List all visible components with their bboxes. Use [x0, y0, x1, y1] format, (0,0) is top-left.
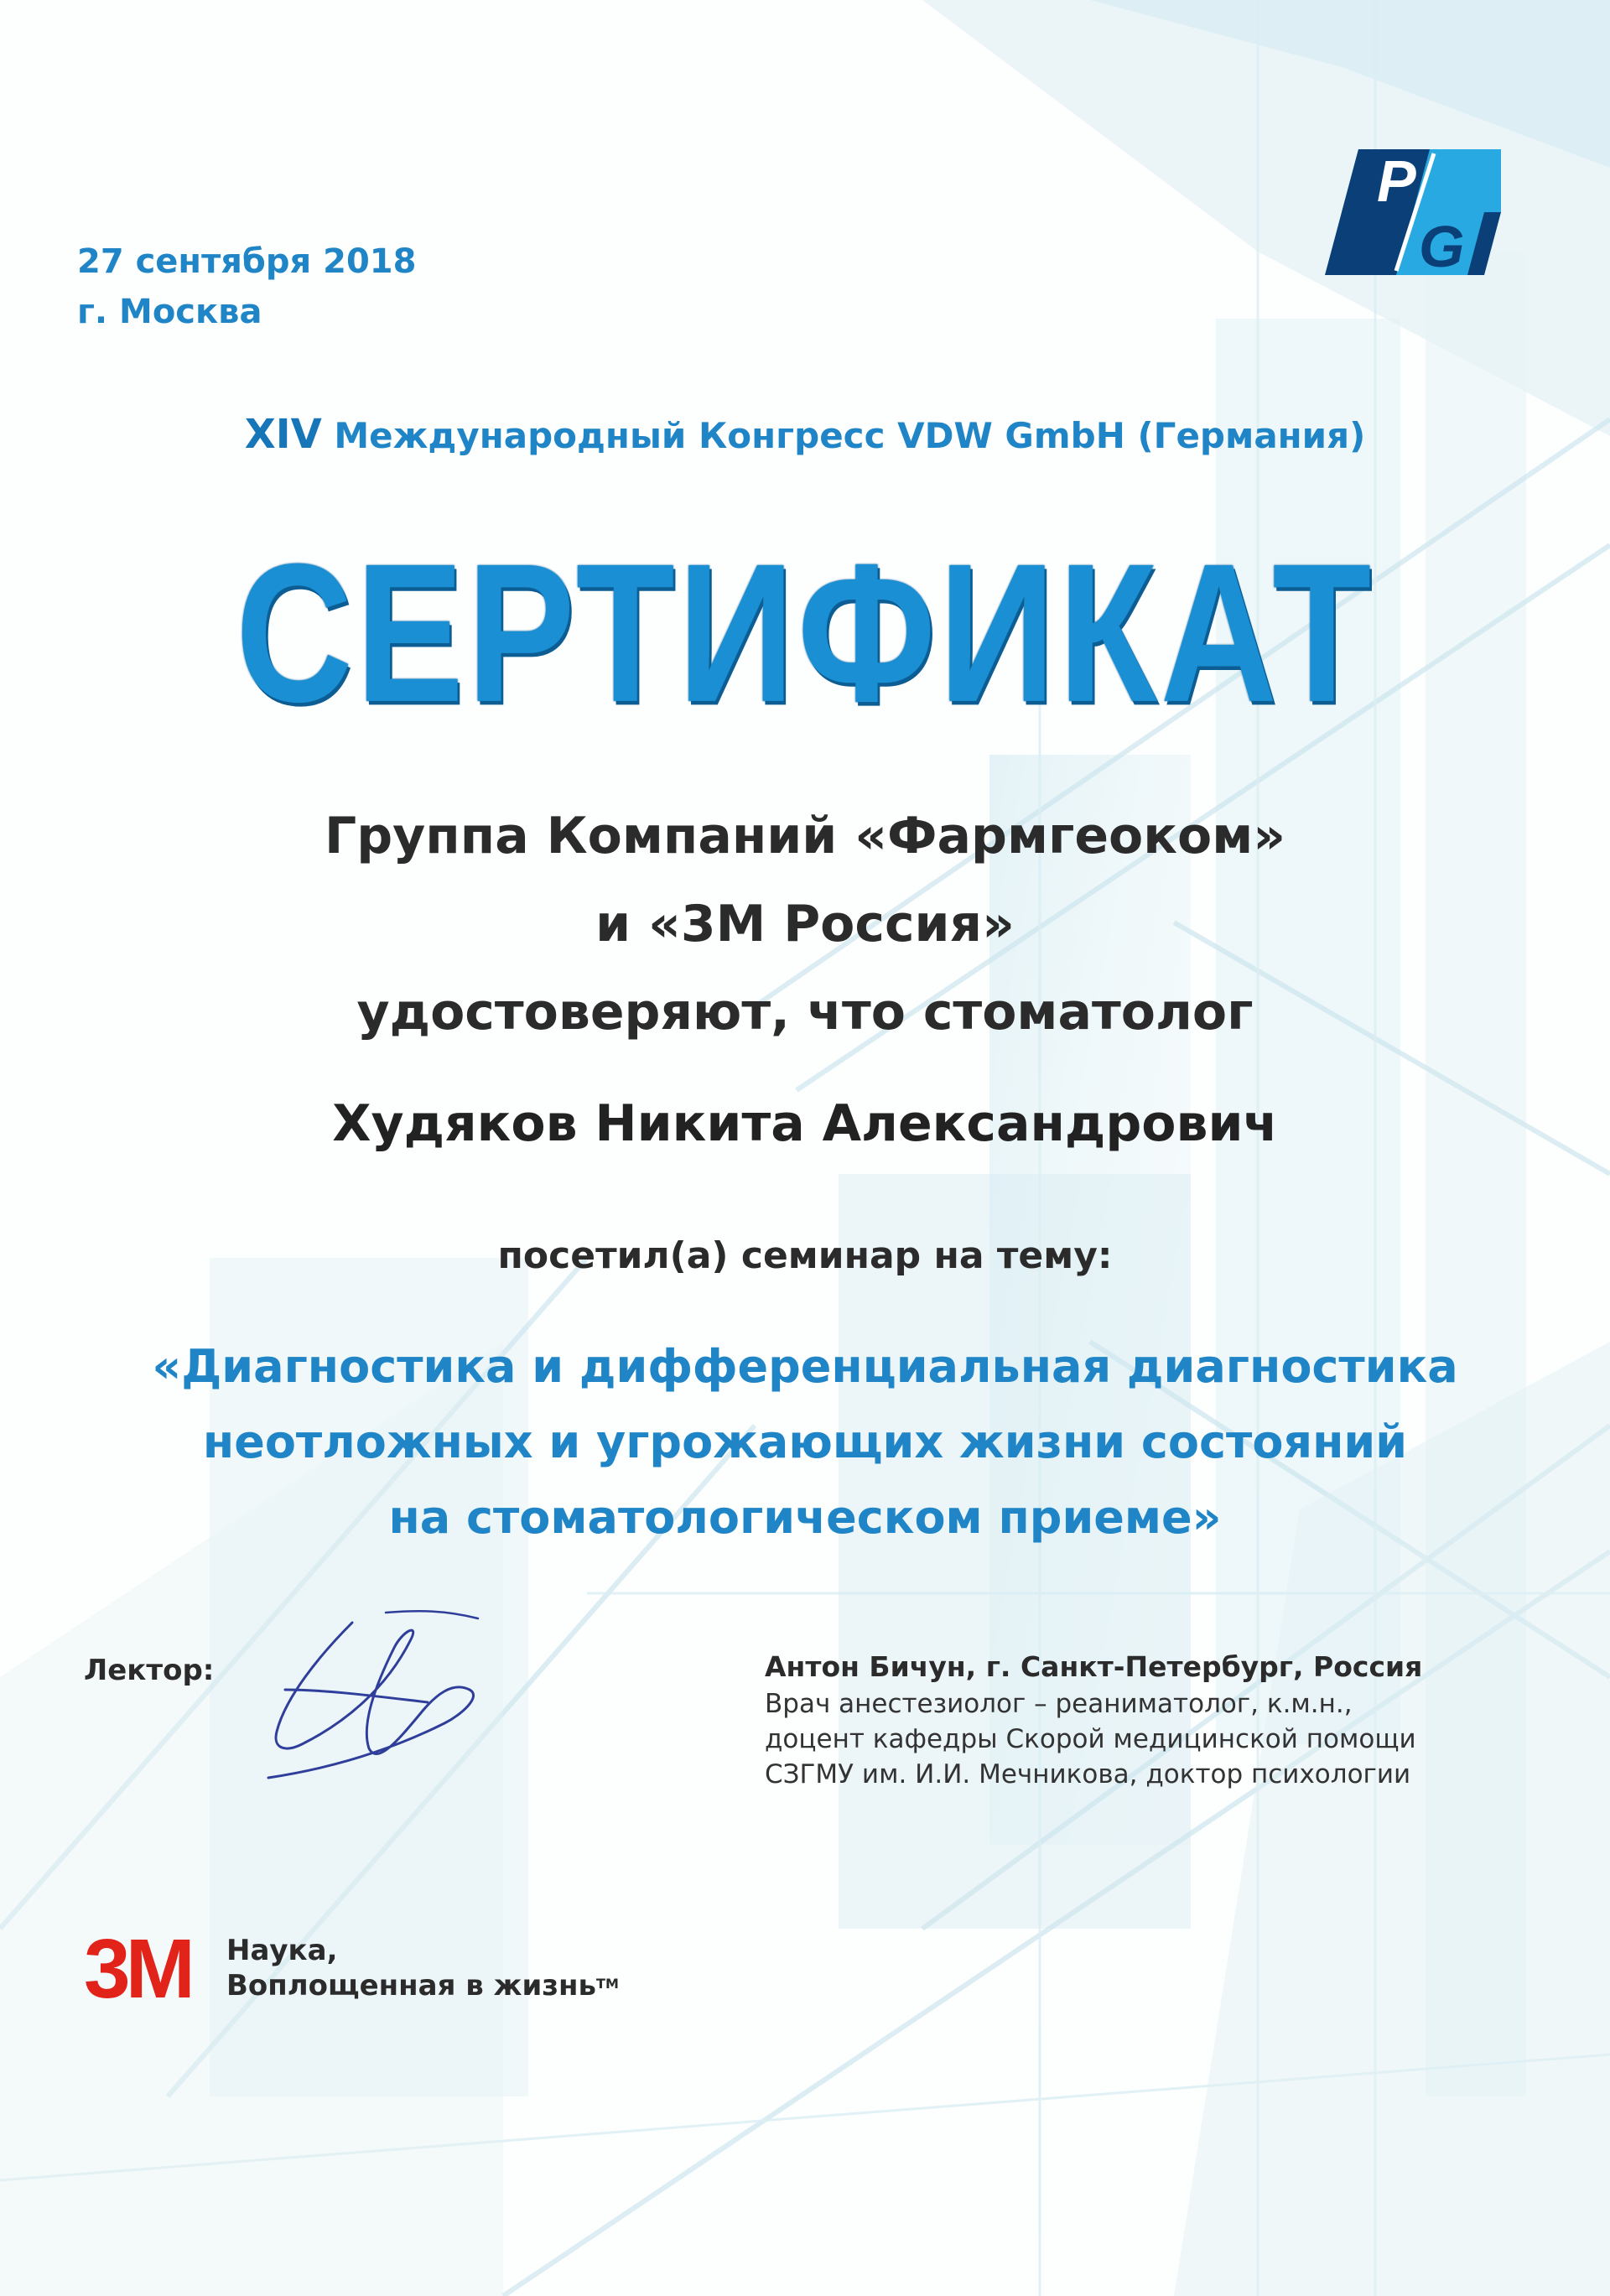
seminar-intro: посетил(а) семинар на тему:	[497, 1234, 1113, 1277]
3m-slogan	[226, 1933, 619, 2003]
3m-logo	[84, 1927, 218, 2011]
event-city: г. Москва	[77, 293, 262, 331]
topic-line-3: на стоматологическом приеме»	[388, 1491, 1222, 1544]
issuers-block	[0, 792, 1610, 1057]
logo-letter-g: G	[1419, 214, 1465, 275]
lecturer-info	[765, 1648, 1519, 1792]
slogan-line-2: Воплощенная в жизнь	[226, 1969, 597, 2003]
lecturer-signature	[252, 1606, 503, 1782]
date-location	[77, 236, 416, 337]
event-date: 27 сентября 2018	[77, 242, 417, 281]
lecturer-label: Лектор:	[84, 1654, 215, 1687]
congress-number: XIV	[244, 411, 322, 458]
pg-logo	[1325, 149, 1501, 275]
lecturer-desc-1: Врач анестезиолог – реаниматолог, к.м.н.,	[765, 1689, 1353, 1719]
3m-logo-text: 3M	[84, 1927, 190, 2011]
topic-line-2: неотложных и угрожающих жизни состояний	[202, 1416, 1408, 1468]
topic-line-1: «Диагностика и дифференциальная диагностика	[152, 1340, 1458, 1393]
congress-title	[0, 411, 1610, 458]
certificate-heading: СЕРТИФИКАТ	[236, 522, 1374, 744]
congress-name: Международный Конгресс VDW GmbH (Германия)	[334, 415, 1366, 456]
recipient-name: Худяков Никита Александрович	[332, 1094, 1278, 1153]
lecturer-desc-3: СЗГМУ им. И.И. Мечникова, доктор психологии	[765, 1759, 1411, 1790]
lecturer-desc-2: доцент кафедры Скорой медицинской помощи	[765, 1724, 1416, 1754]
seminar-topic	[0, 1329, 1610, 1556]
issuer-line-1: Группа Компаний «Фармгеоком»	[324, 807, 1285, 865]
trademark-mark: TM	[596, 1976, 619, 1992]
issuer-line-3: удостоверяют, что стоматолог	[356, 983, 1254, 1042]
logo-letter-p: P	[1377, 149, 1416, 214]
lecturer-name: Антон Бичун, г. Санкт-Петербург, Россия	[765, 1650, 1423, 1683]
slogan-line-1: Наука,	[226, 1934, 338, 1967]
issuer-line-2: и «3М Россия»	[595, 895, 1015, 953]
